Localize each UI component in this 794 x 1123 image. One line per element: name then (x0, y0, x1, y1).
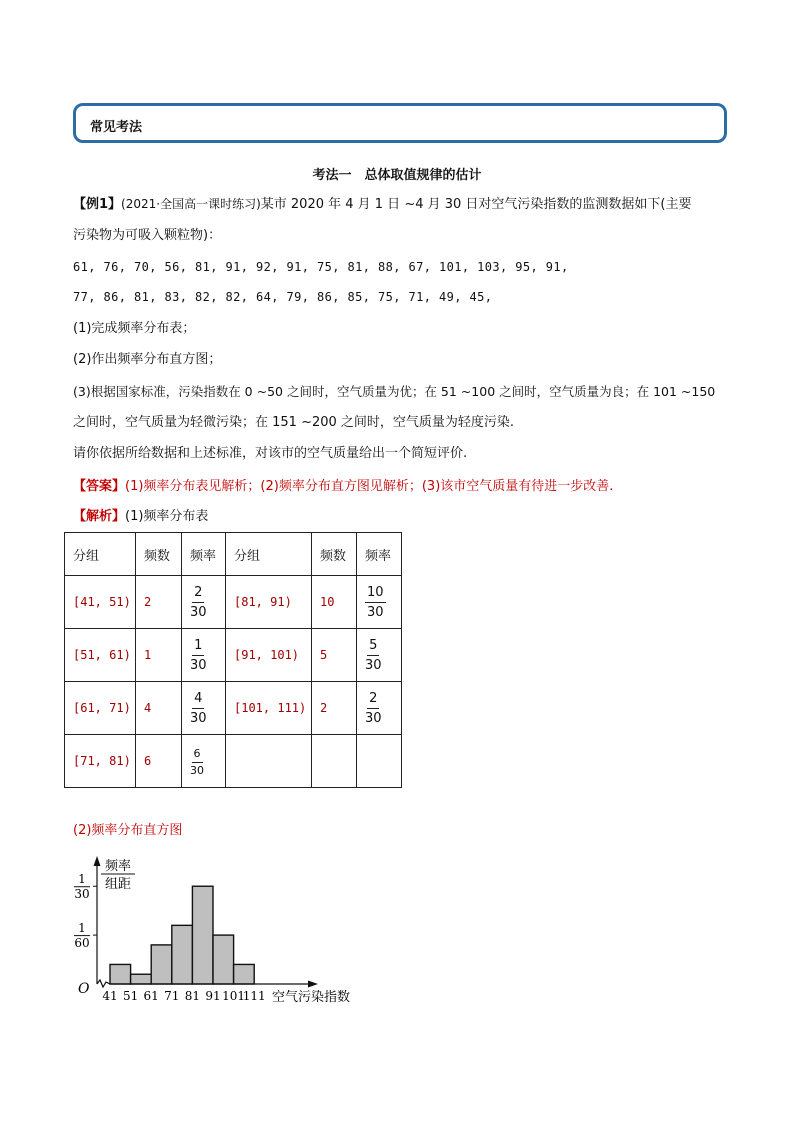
y-axis-label-bottom: 组距 (104, 877, 132, 892)
fraction (190, 691, 207, 726)
freq-cell (357, 629, 402, 682)
example-line-2: 污染物为可吸入颗粒物)： (73, 228, 222, 243)
count-cell: 6 (136, 735, 182, 788)
data-line-2: 77, 86, 81, 83, 82, 82, 64, 79, 86, 85, 75, 71, 49, 45, (73, 290, 493, 304)
histogram-bar (151, 945, 172, 984)
x-tick-label: 101 (222, 989, 246, 1003)
header-group-1: 分组 (65, 533, 136, 576)
count-cell: 2 (136, 576, 182, 629)
group-cell: [101, 111) (226, 682, 312, 735)
denominator: 30 (190, 710, 207, 726)
group-cell: [41, 51) (65, 576, 136, 629)
section-title: 常见考法 (90, 120, 143, 135)
table-row (65, 576, 402, 629)
frequency-table (64, 532, 402, 788)
analysis-label: 【解析】 (73, 509, 126, 524)
question-3-line-3: 请你依据所给数据和上述标准，对该市的空气质量给出一个简短评价. (73, 446, 468, 461)
fraction (190, 748, 204, 777)
count-cell: 5 (312, 629, 357, 682)
y-axis-arrow (94, 856, 101, 866)
page-heading: 考法一 总体取值规律的估计 (312, 168, 482, 183)
x-tick-label: 61 (143, 989, 159, 1003)
freq-cell (182, 629, 226, 682)
answer-label: 【答案】 (73, 479, 126, 494)
histogram-bar (192, 886, 213, 984)
fraction (365, 638, 382, 673)
denominator: 30 (365, 710, 382, 726)
group-cell: [81, 91) (226, 576, 312, 629)
freq-cell (182, 576, 226, 629)
denominator: 30 (190, 604, 207, 620)
y-tick-denominator: 30 (74, 887, 90, 902)
numerator: 6 (192, 748, 203, 763)
header-freq-2: 频率 (357, 533, 402, 576)
x-axis-label: 空气污染指数 (272, 990, 351, 1005)
fraction (365, 691, 382, 726)
question-3-line-1: (3)根据国家标准，污染指数在 0 ~50 之间时，空气质量为优；在 51 ~100 之间时，空气质量为良；在 101 ~150 (73, 384, 716, 399)
answer-line (73, 476, 613, 498)
question-3-line-2: 之间时，空气质量为轻微污染；在 151 ~200 之间时，空气质量为轻度污染. (73, 415, 515, 430)
data-line-1: 61, 76, 70, 56, 81, 91, 92, 91, 75, 81, 88, 67, 101, 103, 95, 91, (73, 260, 569, 274)
example-text-1: 某市 2020 年 4 月 1 日 ~4 月 30 日对空气污染指数的监测数据如下(主要 (260, 197, 692, 212)
header-count-1: 频数 (136, 533, 182, 576)
empty-cell (312, 735, 357, 788)
count-cell: 10 (312, 576, 357, 629)
numerator: 4 (192, 691, 204, 709)
y-tick-denominator: 60 (74, 936, 90, 951)
x-tick-label: 41 (102, 989, 118, 1003)
group-cell: [71, 81) (65, 735, 136, 788)
section-box (73, 103, 727, 143)
origin-label: O (78, 981, 90, 997)
count-cell: 2 (312, 682, 357, 735)
count-cell: 4 (136, 682, 182, 735)
histogram-bar (172, 925, 193, 984)
freq-cell (357, 682, 402, 735)
y-tick-numerator: 1 (78, 872, 86, 887)
x-tick-label: 81 (184, 989, 201, 1003)
header-count-2: 频数 (312, 533, 357, 576)
group-cell: [91, 101) (226, 629, 312, 682)
x-tick-label: 111 (242, 989, 266, 1003)
histogram-caption: (2)频率分布直方图 (73, 823, 183, 838)
table-row (65, 629, 402, 682)
fraction (190, 585, 207, 620)
x-axis-arrow (308, 981, 318, 988)
y-tick-numerator: 1 (78, 921, 86, 936)
denominator: 30 (190, 657, 207, 673)
x-tick-label: 91 (205, 989, 221, 1003)
frequency-histogram (60, 848, 380, 1013)
question-1: (1)完成频率分布表； (73, 321, 196, 336)
numerator: 2 (192, 585, 204, 603)
x-tick-label: 51 (122, 989, 139, 1003)
numerator: 5 (367, 638, 379, 656)
histogram-bar (131, 974, 152, 984)
fraction (190, 638, 207, 673)
y-axis-label-top: 频率 (104, 859, 132, 874)
denominator: 30 (190, 763, 204, 777)
empty-cell (357, 735, 402, 788)
histogram-bar (110, 964, 131, 984)
numerator: 1 (192, 638, 204, 656)
header-freq-1: 频率 (182, 533, 226, 576)
denominator: 30 (365, 657, 382, 673)
example-line-1 (73, 193, 692, 216)
freq-cell (182, 682, 226, 735)
numerator: 10 (365, 585, 386, 603)
analysis-text: (1)频率分布表 (125, 509, 209, 524)
example-source: (2021·全国高一课时练习) (121, 197, 261, 211)
histogram-bar (234, 964, 255, 984)
freq-cell (357, 576, 402, 629)
empty-cell (226, 735, 312, 788)
example-label: 【例1】 (73, 197, 122, 212)
table-row (65, 735, 402, 788)
denominator: 30 (367, 604, 384, 620)
question-2: (2)作出频率分布直方图； (73, 352, 222, 367)
fraction (365, 585, 386, 620)
x-tick-label: 71 (164, 989, 180, 1003)
histogram-bar (213, 935, 234, 984)
table-header-row (65, 533, 402, 576)
answer-text: (1)频率分布表见解析；(2)频率分布直方图见解析；(3)该市空气质量有待进一步改善. (125, 479, 614, 494)
numerator: 2 (367, 691, 379, 709)
table-row (65, 682, 402, 735)
analysis-line (73, 506, 208, 528)
group-cell: [61, 71) (65, 682, 136, 735)
count-cell: 1 (136, 629, 182, 682)
freq-cell (182, 735, 226, 788)
group-cell: [51, 61) (65, 629, 136, 682)
header-group-2: 分组 (226, 533, 312, 576)
